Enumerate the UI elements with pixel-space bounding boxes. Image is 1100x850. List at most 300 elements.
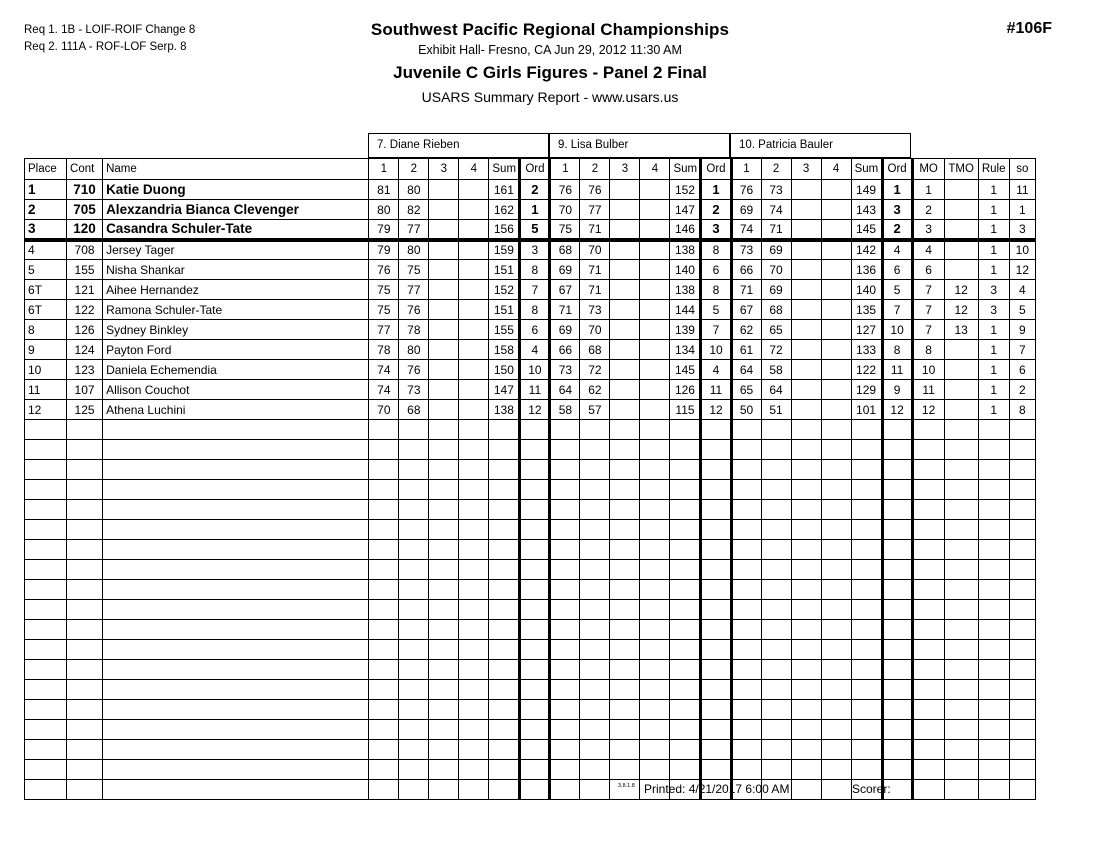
cell-j2-sum bbox=[670, 520, 701, 540]
cell-mo bbox=[912, 540, 944, 560]
cell-j3-fig2 bbox=[761, 720, 791, 740]
table-row-empty[interactable] bbox=[25, 680, 1036, 700]
cell-j2-fig2 bbox=[580, 520, 610, 540]
cell-j1-fig2: 76 bbox=[399, 300, 429, 320]
cell-name bbox=[103, 660, 369, 680]
cell-j2-fig2: 77 bbox=[580, 200, 610, 220]
cell-j2-fig3 bbox=[610, 440, 640, 460]
table-row-empty[interactable] bbox=[25, 480, 1036, 500]
cell-j3-fig1: 61 bbox=[731, 340, 761, 360]
cell-j1-fig4 bbox=[459, 740, 489, 760]
cell-j2-fig4 bbox=[640, 540, 670, 560]
cell-j1-fig2: 73 bbox=[399, 380, 429, 400]
cell-j2-fig2: 71 bbox=[580, 280, 610, 300]
cell-j3-ord: 11 bbox=[882, 360, 912, 380]
table-row-empty[interactable] bbox=[25, 660, 1036, 680]
cell-tmo bbox=[944, 200, 978, 220]
cell-j2-fig2: 71 bbox=[580, 220, 610, 240]
cell-j3-fig3 bbox=[791, 240, 821, 260]
cell-tmo bbox=[944, 420, 978, 440]
cell-j1-fig4 bbox=[459, 300, 489, 320]
cell-j2-fig4 bbox=[640, 680, 670, 700]
cell-j3-fig2 bbox=[761, 740, 791, 760]
cell-j3-fig1: 66 bbox=[731, 260, 761, 280]
cell-mo: 7 bbox=[912, 280, 944, 300]
cell-j1-sum bbox=[489, 540, 520, 560]
table-row[interactable] bbox=[25, 340, 1036, 360]
table-row[interactable] bbox=[25, 220, 1036, 240]
cell-j1-ord: 3 bbox=[520, 240, 550, 260]
cell-j3-fig4 bbox=[821, 580, 851, 600]
table-row-empty[interactable] bbox=[25, 460, 1036, 480]
cell-j3-fig4 bbox=[821, 600, 851, 620]
cell-j2-fig4 bbox=[640, 480, 670, 500]
cell-j3-fig4 bbox=[821, 620, 851, 640]
cell-j1-ord bbox=[520, 520, 550, 540]
cell-cont bbox=[67, 700, 103, 720]
cell-mo bbox=[912, 660, 944, 680]
cell-rule bbox=[978, 440, 1009, 460]
cell-place: 1 bbox=[25, 180, 67, 200]
cell-j3-fig3 bbox=[791, 300, 821, 320]
table-row-empty[interactable] bbox=[25, 620, 1036, 640]
col-header-so: so bbox=[1009, 159, 1035, 180]
table-row[interactable] bbox=[25, 300, 1036, 320]
cell-j1-fig3 bbox=[429, 540, 459, 560]
cell-place bbox=[25, 760, 67, 780]
cell-name bbox=[103, 420, 369, 440]
cell-j3-fig1: 71 bbox=[731, 280, 761, 300]
cell-rule: 3 bbox=[978, 300, 1009, 320]
cell-j3-fig1 bbox=[731, 520, 761, 540]
cell-j1-fig3 bbox=[429, 660, 459, 680]
table-row-empty[interactable] bbox=[25, 740, 1036, 760]
table-row-empty[interactable] bbox=[25, 580, 1036, 600]
table-row-empty[interactable] bbox=[25, 640, 1036, 660]
cell-j2-sum bbox=[670, 420, 701, 440]
cell-j2-fig1 bbox=[550, 560, 580, 580]
table-row[interactable] bbox=[25, 320, 1036, 340]
cell-j2-fig2: 76 bbox=[580, 180, 610, 200]
cell-j2-fig1 bbox=[550, 480, 580, 500]
cell-name: Nisha Shankar bbox=[103, 260, 369, 280]
cell-j2-fig1 bbox=[550, 720, 580, 740]
cell-j2-sum bbox=[670, 700, 701, 720]
cell-j3-sum bbox=[851, 700, 882, 720]
cell-j3-ord bbox=[882, 480, 912, 500]
cell-j1-fig2 bbox=[399, 440, 429, 460]
table-row-empty[interactable] bbox=[25, 720, 1036, 740]
table-row-empty[interactable] bbox=[25, 440, 1036, 460]
cell-mo: 4 bbox=[912, 240, 944, 260]
cell-j3-fig2 bbox=[761, 600, 791, 620]
cell-place bbox=[25, 580, 67, 600]
col-header-j2-fig4: 4 bbox=[640, 159, 670, 180]
cell-j1-fig2: 80 bbox=[399, 180, 429, 200]
cell-j3-fig2: 65 bbox=[761, 320, 791, 340]
cell-j1-ord: 6 bbox=[520, 320, 550, 340]
cell-place: 11 bbox=[25, 380, 67, 400]
cell-tmo bbox=[944, 760, 978, 780]
cell-tmo bbox=[944, 720, 978, 740]
cell-j3-fig1 bbox=[731, 540, 761, 560]
cell-cont bbox=[67, 760, 103, 780]
cell-so: 8 bbox=[1009, 400, 1035, 420]
cell-place: 12 bbox=[25, 400, 67, 420]
cell-j3-ord bbox=[882, 720, 912, 740]
cell-mo bbox=[912, 500, 944, 520]
report-source: USARS Summary Report - www.usars.us bbox=[421, 89, 679, 105]
cell-j1-fig4 bbox=[459, 560, 489, 580]
cell-j2-fig3 bbox=[610, 760, 640, 780]
cell-j3-ord: 3 bbox=[882, 200, 912, 220]
cell-j2-fig3 bbox=[610, 660, 640, 680]
cell-j1-fig3 bbox=[429, 400, 459, 420]
cell-j2-fig3 bbox=[610, 420, 640, 440]
table-row[interactable] bbox=[25, 260, 1036, 280]
cell-name bbox=[103, 700, 369, 720]
cell-j3-fig1: 76 bbox=[731, 180, 761, 200]
cell-j2-ord: 1 bbox=[701, 180, 731, 200]
cell-j1-fig2 bbox=[399, 620, 429, 640]
cell-j1-fig1 bbox=[369, 440, 399, 460]
cell-j2-sum bbox=[670, 440, 701, 460]
cell-j3-fig1: 74 bbox=[731, 220, 761, 240]
requirement-line-2: Req 2. 111A - ROF-LOF Serp. 8 bbox=[24, 41, 187, 53]
table-row[interactable] bbox=[25, 380, 1036, 400]
cell-j1-ord: 8 bbox=[520, 260, 550, 280]
cell-j3-fig2 bbox=[761, 460, 791, 480]
cell-j1-fig2: 82 bbox=[399, 200, 429, 220]
cell-place: 8 bbox=[25, 320, 67, 340]
cell-j3-fig4 bbox=[821, 380, 851, 400]
cell-j2-ord bbox=[701, 760, 731, 780]
cell-j2-fig2: 71 bbox=[580, 260, 610, 280]
cell-tmo: 12 bbox=[944, 280, 978, 300]
cell-j2-fig3 bbox=[610, 460, 640, 480]
cell-j1-fig4 bbox=[459, 400, 489, 420]
cell-j3-fig2: 70 bbox=[761, 260, 791, 280]
cell-j3-fig3 bbox=[791, 440, 821, 460]
cell-j1-ord: 7 bbox=[520, 280, 550, 300]
cell-j3-fig2: 69 bbox=[761, 280, 791, 300]
cell-j1-fig1: 79 bbox=[369, 220, 399, 240]
cell-j3-fig3 bbox=[791, 520, 821, 540]
cell-j3-fig2 bbox=[761, 480, 791, 500]
cell-rule: 3 bbox=[978, 280, 1009, 300]
table-row-empty[interactable] bbox=[25, 500, 1036, 520]
cell-j1-sum: 156 bbox=[489, 220, 520, 240]
cell-j2-fig2 bbox=[580, 600, 610, 620]
cell-j3-fig4 bbox=[821, 340, 851, 360]
cell-j1-fig1: 75 bbox=[369, 300, 399, 320]
table-row[interactable] bbox=[25, 280, 1036, 300]
cell-j2-fig4 bbox=[640, 200, 670, 220]
cell-name: Ramona Schuler-Tate bbox=[103, 300, 369, 320]
cell-j1-fig1: 77 bbox=[369, 320, 399, 340]
cell-j3-sum: 129 bbox=[851, 380, 882, 400]
cell-j3-fig1: 65 bbox=[731, 380, 761, 400]
cell-j3-ord bbox=[882, 440, 912, 460]
cell-j3-fig3 bbox=[791, 360, 821, 380]
table-row-empty[interactable] bbox=[25, 760, 1036, 780]
cell-mo bbox=[912, 560, 944, 580]
col-header-j1-sum: Sum bbox=[489, 159, 520, 180]
cell-j1-fig3 bbox=[429, 380, 459, 400]
cell-j1-fig1 bbox=[369, 700, 399, 720]
cell-j3-fig4 bbox=[821, 740, 851, 760]
cell-j2-fig3 bbox=[610, 640, 640, 660]
cell-j3-ord: 2 bbox=[882, 220, 912, 240]
cell-j2-fig2 bbox=[580, 760, 610, 780]
cell-j2-fig4 bbox=[640, 260, 670, 280]
cell-rule bbox=[978, 500, 1009, 520]
cell-rule bbox=[978, 660, 1009, 680]
cell-j3-fig4 bbox=[821, 200, 851, 220]
cell-name bbox=[103, 600, 369, 620]
cell-j3-ord bbox=[882, 760, 912, 780]
cell-j2-ord bbox=[701, 680, 731, 700]
cell-j1-ord: 10 bbox=[520, 360, 550, 380]
cell-j2-ord: 10 bbox=[701, 340, 731, 360]
cell-j1-fig1: 78 bbox=[369, 340, 399, 360]
cell-name bbox=[103, 480, 369, 500]
cell-j2-sum bbox=[670, 680, 701, 700]
cell-tmo bbox=[944, 640, 978, 660]
cell-j3-fig3 bbox=[791, 480, 821, 500]
cell-cont: 122 bbox=[67, 300, 103, 320]
cell-tmo bbox=[944, 340, 978, 360]
cell-j1-fig1: 80 bbox=[369, 200, 399, 220]
cell-place bbox=[25, 460, 67, 480]
cell-place bbox=[25, 480, 67, 500]
col-header-j3-sum: Sum bbox=[851, 159, 882, 180]
cell-j1-fig3 bbox=[429, 360, 459, 380]
cell-rule: 1 bbox=[978, 260, 1009, 280]
cell-so bbox=[1009, 620, 1035, 640]
cell-tmo bbox=[944, 480, 978, 500]
cell-j3-fig2 bbox=[761, 500, 791, 520]
cell-tmo bbox=[944, 460, 978, 480]
table-row-empty[interactable] bbox=[25, 700, 1036, 720]
cell-j2-fig4 bbox=[640, 400, 670, 420]
cell-tmo: 13 bbox=[944, 320, 978, 340]
cell-j2-sum: 126 bbox=[670, 380, 701, 400]
cell-j3-fig3 bbox=[791, 760, 821, 780]
cell-place bbox=[25, 640, 67, 660]
cell-j2-fig3 bbox=[610, 740, 640, 760]
cell-j1-fig2: 76 bbox=[399, 360, 429, 380]
cell-name: Daniela Echemendia bbox=[103, 360, 369, 380]
cell-j3-sum: 133 bbox=[851, 340, 882, 360]
cell-place bbox=[25, 720, 67, 740]
table-row[interactable] bbox=[25, 180, 1036, 200]
table-row-empty[interactable] bbox=[25, 520, 1036, 540]
table-row-empty[interactable] bbox=[25, 600, 1036, 620]
cell-j1-sum: 161 bbox=[489, 180, 520, 200]
cell-j1-fig4 bbox=[459, 240, 489, 260]
cell-j2-fig2 bbox=[580, 700, 610, 720]
cell-rule bbox=[978, 460, 1009, 480]
cell-j2-fig3 bbox=[610, 220, 640, 240]
cell-j1-fig3 bbox=[429, 720, 459, 740]
table-footer bbox=[24, 782, 1036, 800]
cell-j2-sum bbox=[670, 560, 701, 580]
cell-j3-ord bbox=[882, 680, 912, 700]
cell-j3-fig1: 67 bbox=[731, 300, 761, 320]
cell-rule: 1 bbox=[978, 320, 1009, 340]
cell-j1-fig2 bbox=[399, 520, 429, 540]
cell-j3-fig2: 74 bbox=[761, 200, 791, 220]
cell-j2-fig1 bbox=[550, 520, 580, 540]
cell-j2-fig1 bbox=[550, 600, 580, 620]
cell-name bbox=[103, 460, 369, 480]
cell-j3-fig4 bbox=[821, 280, 851, 300]
cell-j3-fig1 bbox=[731, 680, 761, 700]
cell-name: Allison Couchot bbox=[103, 380, 369, 400]
cell-j1-sum bbox=[489, 660, 520, 680]
cell-j1-fig1 bbox=[369, 680, 399, 700]
cell-j2-sum: 145 bbox=[670, 360, 701, 380]
cell-j3-sum bbox=[851, 560, 882, 580]
col-header-j3-fig3: 3 bbox=[791, 159, 821, 180]
cell-j3-fig1 bbox=[731, 420, 761, 440]
cell-j1-fig1 bbox=[369, 460, 399, 480]
cell-j2-ord bbox=[701, 460, 731, 480]
cell-place: 6T bbox=[25, 280, 67, 300]
cell-j3-fig1 bbox=[731, 620, 761, 640]
table-row-empty[interactable] bbox=[25, 560, 1036, 580]
cell-j1-ord bbox=[520, 760, 550, 780]
cell-j1-sum bbox=[489, 420, 520, 440]
col-header-mo: MO bbox=[912, 159, 944, 180]
cell-j2-fig3 bbox=[610, 580, 640, 600]
table-row[interactable] bbox=[25, 240, 1036, 260]
cell-rule bbox=[978, 560, 1009, 580]
cell-cont bbox=[67, 540, 103, 560]
cell-cont: 125 bbox=[67, 400, 103, 420]
cell-place bbox=[25, 440, 67, 460]
table-row-empty[interactable] bbox=[25, 540, 1036, 560]
cell-j2-fig1 bbox=[550, 460, 580, 480]
cell-j3-ord: 1 bbox=[882, 180, 912, 200]
cell-j3-fig2 bbox=[761, 420, 791, 440]
cell-j2-sum: 152 bbox=[670, 180, 701, 200]
cell-name: Jersey Tager bbox=[103, 240, 369, 260]
cell-j1-fig3 bbox=[429, 480, 459, 500]
cell-j3-sum bbox=[851, 460, 882, 480]
cell-rule bbox=[978, 640, 1009, 660]
cell-j1-fig2: 75 bbox=[399, 260, 429, 280]
cell-j1-fig1 bbox=[369, 480, 399, 500]
cell-place: 3 bbox=[25, 220, 67, 240]
cell-so: 5 bbox=[1009, 300, 1035, 320]
cell-j1-fig3 bbox=[429, 760, 459, 780]
cell-j1-fig2: 78 bbox=[399, 320, 429, 340]
cell-name bbox=[103, 540, 369, 560]
cell-j1-fig2 bbox=[399, 480, 429, 500]
cell-j2-fig4 bbox=[640, 180, 670, 200]
cell-j3-fig3 bbox=[791, 640, 821, 660]
judge-panel-3: 10. Patricia Bauler bbox=[730, 133, 911, 158]
cell-j1-fig3 bbox=[429, 580, 459, 600]
cell-place bbox=[25, 740, 67, 760]
cell-so: 12 bbox=[1009, 260, 1035, 280]
cell-tmo bbox=[944, 600, 978, 620]
table-row-empty[interactable] bbox=[25, 420, 1036, 440]
cell-j2-sum: 139 bbox=[670, 320, 701, 340]
cell-j3-sum bbox=[851, 540, 882, 560]
cell-j2-fig4 bbox=[640, 760, 670, 780]
cell-rule bbox=[978, 600, 1009, 620]
cell-j1-fig2: 77 bbox=[399, 220, 429, 240]
cell-j1-fig3 bbox=[429, 520, 459, 540]
cell-j3-sum bbox=[851, 440, 882, 460]
cell-j3-fig2 bbox=[761, 520, 791, 540]
cell-name bbox=[103, 620, 369, 640]
cell-tmo bbox=[944, 500, 978, 520]
cell-j3-ord bbox=[882, 700, 912, 720]
cell-j2-fig3 bbox=[610, 260, 640, 280]
cell-cont: 107 bbox=[67, 380, 103, 400]
cell-j3-sum: 149 bbox=[851, 180, 882, 200]
cell-so: 3 bbox=[1009, 220, 1035, 240]
table-row[interactable] bbox=[25, 400, 1036, 420]
event-title: Juvenile C Girls Figures - Panel 2 Final bbox=[393, 63, 707, 82]
cell-j3-sum: 101 bbox=[851, 400, 882, 420]
col-header-j3-fig2: 2 bbox=[761, 159, 791, 180]
cell-j1-sum bbox=[489, 500, 520, 520]
cell-j1-fig2 bbox=[399, 700, 429, 720]
cell-j2-sum: 138 bbox=[670, 280, 701, 300]
cell-j2-sum bbox=[670, 720, 701, 740]
cell-j1-fig2 bbox=[399, 420, 429, 440]
cell-j3-fig1: 69 bbox=[731, 200, 761, 220]
cell-j2-fig3 bbox=[610, 180, 640, 200]
cell-j1-ord: 1 bbox=[520, 200, 550, 220]
col-header-cont: Cont bbox=[67, 159, 103, 180]
cell-j1-fig3 bbox=[429, 420, 459, 440]
cell-mo: 3 bbox=[912, 220, 944, 240]
cell-j2-fig4 bbox=[640, 320, 670, 340]
cell-j2-fig4 bbox=[640, 500, 670, 520]
cell-j3-fig1 bbox=[731, 560, 761, 580]
col-header-j3-ord: Ord bbox=[882, 159, 912, 180]
col-header-j2-sum: Sum bbox=[670, 159, 701, 180]
cell-j1-fig1 bbox=[369, 740, 399, 760]
cell-j2-fig4 bbox=[640, 300, 670, 320]
cell-mo bbox=[912, 700, 944, 720]
cell-j1-sum bbox=[489, 440, 520, 460]
cell-so bbox=[1009, 460, 1035, 480]
cell-j1-ord bbox=[520, 620, 550, 640]
cell-j2-ord bbox=[701, 480, 731, 500]
table-row[interactable] bbox=[25, 360, 1036, 380]
cell-so bbox=[1009, 560, 1035, 580]
cell-cont bbox=[67, 580, 103, 600]
cell-j1-fig2 bbox=[399, 600, 429, 620]
cell-tmo bbox=[944, 700, 978, 720]
table-row[interactable] bbox=[25, 200, 1036, 220]
cell-cont bbox=[67, 420, 103, 440]
cell-j1-fig2 bbox=[399, 460, 429, 480]
cell-so bbox=[1009, 660, 1035, 680]
cell-j2-fig1 bbox=[550, 680, 580, 700]
cell-j3-fig4 bbox=[821, 540, 851, 560]
cell-j2-ord: 8 bbox=[701, 280, 731, 300]
cell-j1-fig1 bbox=[369, 640, 399, 660]
cell-so: 11 bbox=[1009, 180, 1035, 200]
